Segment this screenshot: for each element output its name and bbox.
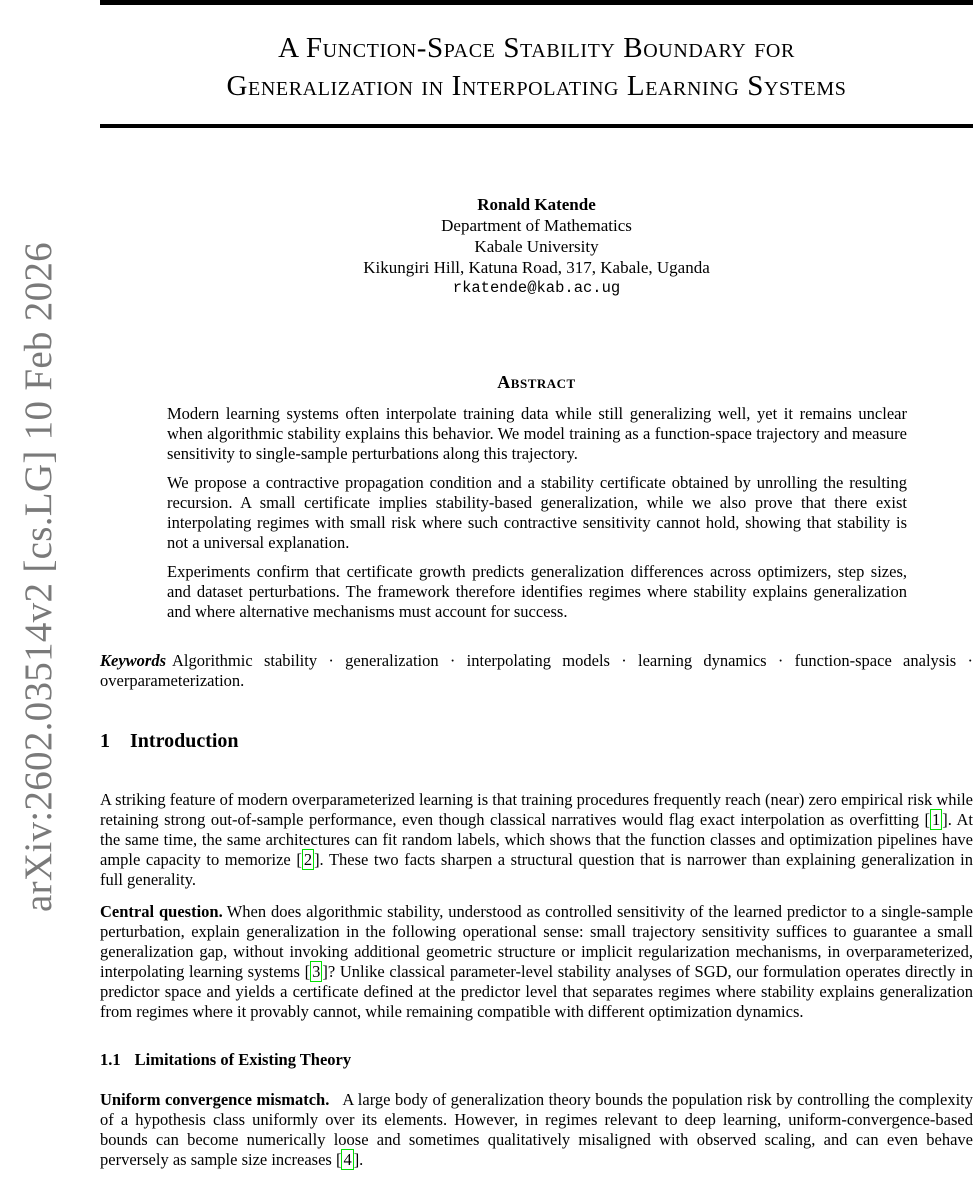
section-number: 1 <box>100 730 110 752</box>
citation-link-2[interactable]: 2 <box>303 850 313 869</box>
abstract-paragraph-2: We propose a contractive propagation condition and a stability certificate obtained by unrolling the resulting recursion. A small certificate implies stability-based generalization, while we also prove that there exist interpolating regimes with small risk where such contractive sensitivity cannot hold, showing that stability is not a universal explanation. <box>167 473 907 552</box>
abstract-paragraph-3: Experiments confirm that certificate growth predicts generalization differences across optimizers, step sizes, and dataset perturbations. The framework therefore identifies regimes where stability explains generalization and where alternative mechanisms must account for success. <box>167 562 907 621</box>
subsection-title: Limitations of Existing Theory <box>134 1050 352 1069</box>
author-email[interactable]: rkatende@kab.ac.ug <box>452 279 621 297</box>
abstract-heading: Abstract <box>497 372 576 392</box>
keywords-label: Keywords <box>100 651 166 670</box>
intro-paragraph <box>100 790 973 890</box>
subsection-heading-limitations <box>100 1050 351 1070</box>
section-title: Introduction <box>130 730 239 752</box>
arxiv-side-stamp: arXiv:2602.03514v2 [cs.LG] 10 Feb 2026 <box>17 242 60 912</box>
central-question-lead: Central question. <box>100 902 223 921</box>
uniform-text-2: ]. <box>353 1150 364 1169</box>
citation-link-3[interactable]: 3 <box>312 962 321 981</box>
central-question-paragraph <box>100 902 973 1022</box>
author-department: Department of Mathematics <box>441 216 632 235</box>
uniform-text-1: A large body of generalization theory bounds the population risk by controlling the complexity of a hypothesis class uniformly over its elements. However, in regimes relevant to deep learning, uniform-convergence-based bounds can become numerically loose and sometimes qualitatively misaligned with observed scaling, and can even behave perversely as sample size increases [ <box>100 1090 974 1169</box>
title-line-2: Generalization in Interpolating Learning Systems <box>226 70 847 102</box>
citation-link-4[interactable]: 4 <box>343 1150 352 1169</box>
keywords-text: Algorithmic stability · generalization · interpolating models · learning dynamics · function-space analysis · overparameterization. <box>100 651 973 690</box>
subsection-number: 1.1 <box>100 1050 121 1069</box>
title-line-1: A Function-Space Stability Boundary for <box>278 32 795 64</box>
uniform-convergence-lead: Uniform convergence mismatch. <box>100 1090 330 1109</box>
keywords <box>100 651 973 691</box>
central-text-2: ]? Unlike classical parameter-level stability analyses of SGD, our formulation operates directly in predictor space and yields a certificate defined at the predictor level that separates regimes where stability explains generalization from regimes where it provably cannot, while remaining compatible with different optimization dynamics. <box>100 962 973 1021</box>
intro-text-1: A striking feature of modern overparameterized learning is that training procedures frequently reach (near) zero empirical risk while retaining strong out-of-sample performance, even though classical narratives would flag exact interpolation as overfitting [ <box>100 790 973 829</box>
title-bottom-rule <box>100 124 973 128</box>
title-top-rule <box>100 0 973 5</box>
intro-text-3: ]. These two facts sharpen a structural question that is narrower than explaining generalization in full generality. <box>100 850 973 889</box>
abstract-body <box>167 404 907 631</box>
author-name: Ronald Katende <box>477 195 596 214</box>
author-address: Kikungiri Hill, Katuna Road, 317, Kabale, Uganda <box>363 258 710 277</box>
author-block <box>100 194 973 299</box>
paper-title <box>100 29 973 105</box>
section-heading-introduction <box>100 730 239 753</box>
central-text-1: When does algorithmic stability, understood as controlled sensitivity of the learned predictor to a single-sample perturbation, explain generalization in the following operational sense: small trajectory sensitivity suffices to guarantee a small generalization gap, without invoking additional geometric structure or implicit regularization mechanisms, in overparameterized, interpolating learning systems [ <box>100 902 974 981</box>
uniform-convergence-paragraph <box>100 1090 973 1170</box>
author-university: Kabale University <box>474 237 599 256</box>
abstract-paragraph-1: Modern learning systems often interpolate training data while still generalizing well, yet it remains unclear when algorithmic stability explains this behavior. We model training as a function-space trajectory and measure sensitivity to single-sample perturbations along this trajectory. <box>167 404 907 463</box>
intro-text-2: ]. At the same time, the same architectures can fit random labels, which shows that the function classes and optimization pipelines have ample capacity to memorize [ <box>100 810 973 869</box>
citation-link-1[interactable]: 1 <box>932 810 941 829</box>
